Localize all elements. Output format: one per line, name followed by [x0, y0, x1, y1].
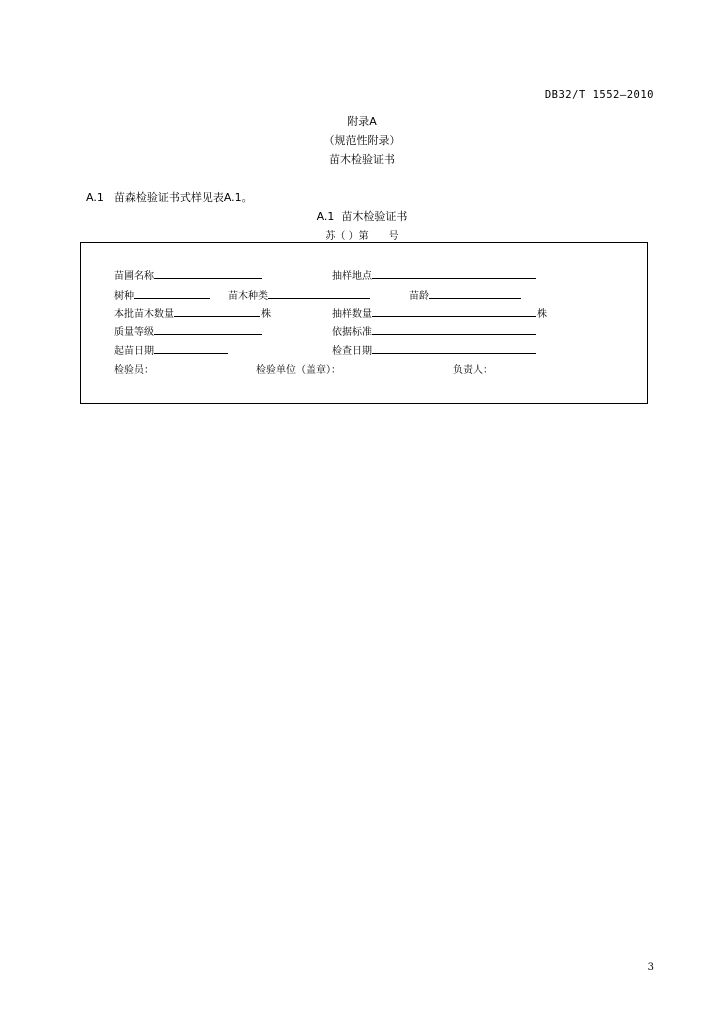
- section-number: A.1: [86, 191, 104, 204]
- appendix-name: 苗木检验证书: [329, 153, 395, 166]
- sample-quantity-unit: 株: [537, 309, 547, 320]
- section-text: 苗森检验证书式样见表A.1。: [113, 191, 253, 204]
- sampling-site-line: [372, 268, 536, 279]
- batch-quantity-label: 本批苗木数量: [114, 309, 174, 320]
- batch-quantity-line: [174, 306, 260, 317]
- sample-quantity-line: [372, 306, 536, 317]
- certificate-serial: 苏（ ）第 号: [325, 231, 399, 242]
- appendix-type: （规范性附录）: [323, 134, 401, 147]
- quality-grade-label: 质量等级: [114, 327, 154, 338]
- inspection-date-line: [372, 343, 536, 354]
- standard-basis-line: [372, 324, 536, 335]
- seedling-age-field: [409, 287, 521, 302]
- quality-grade-line: [154, 324, 262, 335]
- sample-quantity-label: 抽样数量: [332, 309, 372, 320]
- batch-quantity-field: [114, 305, 271, 320]
- seedling-type-label: 苗木种类: [228, 291, 268, 302]
- seedling-age-label: 苗龄: [409, 291, 429, 302]
- standard-basis-field: [332, 323, 536, 338]
- form-row-4: [81, 323, 647, 339]
- seedling-type-line: [268, 288, 370, 299]
- certificate-form: [80, 242, 648, 404]
- inspection-unit-field: 检验单位（盖章）：: [256, 365, 341, 376]
- form-row-1: [81, 267, 647, 283]
- appendix-title: 附录A: [347, 115, 377, 128]
- lifting-date-label: 起苗日期: [114, 346, 154, 357]
- form-row-6: [81, 361, 647, 377]
- section-a1: [86, 189, 253, 205]
- document-code: DB32/T 1552—2010: [544, 89, 654, 101]
- lifting-date-line: [154, 343, 228, 354]
- table-caption: [0, 208, 724, 224]
- nursery-name-line: [154, 268, 262, 279]
- sampling-site-field: [332, 267, 536, 282]
- form-row-2: [81, 287, 647, 303]
- species-field: [114, 287, 210, 302]
- inspector-field: 检验员：: [114, 365, 154, 376]
- table-caption-number: A.1: [316, 210, 335, 223]
- batch-quantity-unit: 株: [261, 309, 271, 320]
- sampling-site-label: 抽样地点: [332, 271, 372, 282]
- inspection-date-field: [332, 342, 536, 357]
- sample-quantity-field: [332, 305, 547, 320]
- seedling-age-line: [429, 288, 521, 299]
- inspection-date-label: 检查日期: [332, 346, 372, 357]
- form-row-3: [81, 305, 647, 321]
- quality-grade-field: [114, 323, 262, 338]
- nursery-name-field: [114, 267, 262, 282]
- species-label: 树种: [114, 291, 134, 302]
- table-caption-title: 苗木检验证书: [341, 210, 408, 223]
- standard-basis-label: 依据标准: [332, 327, 372, 338]
- form-row-5: [81, 342, 647, 358]
- species-line: [134, 288, 210, 299]
- seedling-type-field: [228, 287, 370, 302]
- nursery-name-label: 苗圃名称: [114, 271, 154, 282]
- responsible-person-field: 负责人：: [453, 365, 493, 376]
- lifting-date-field: [114, 342, 228, 357]
- page-number: 3: [647, 962, 654, 973]
